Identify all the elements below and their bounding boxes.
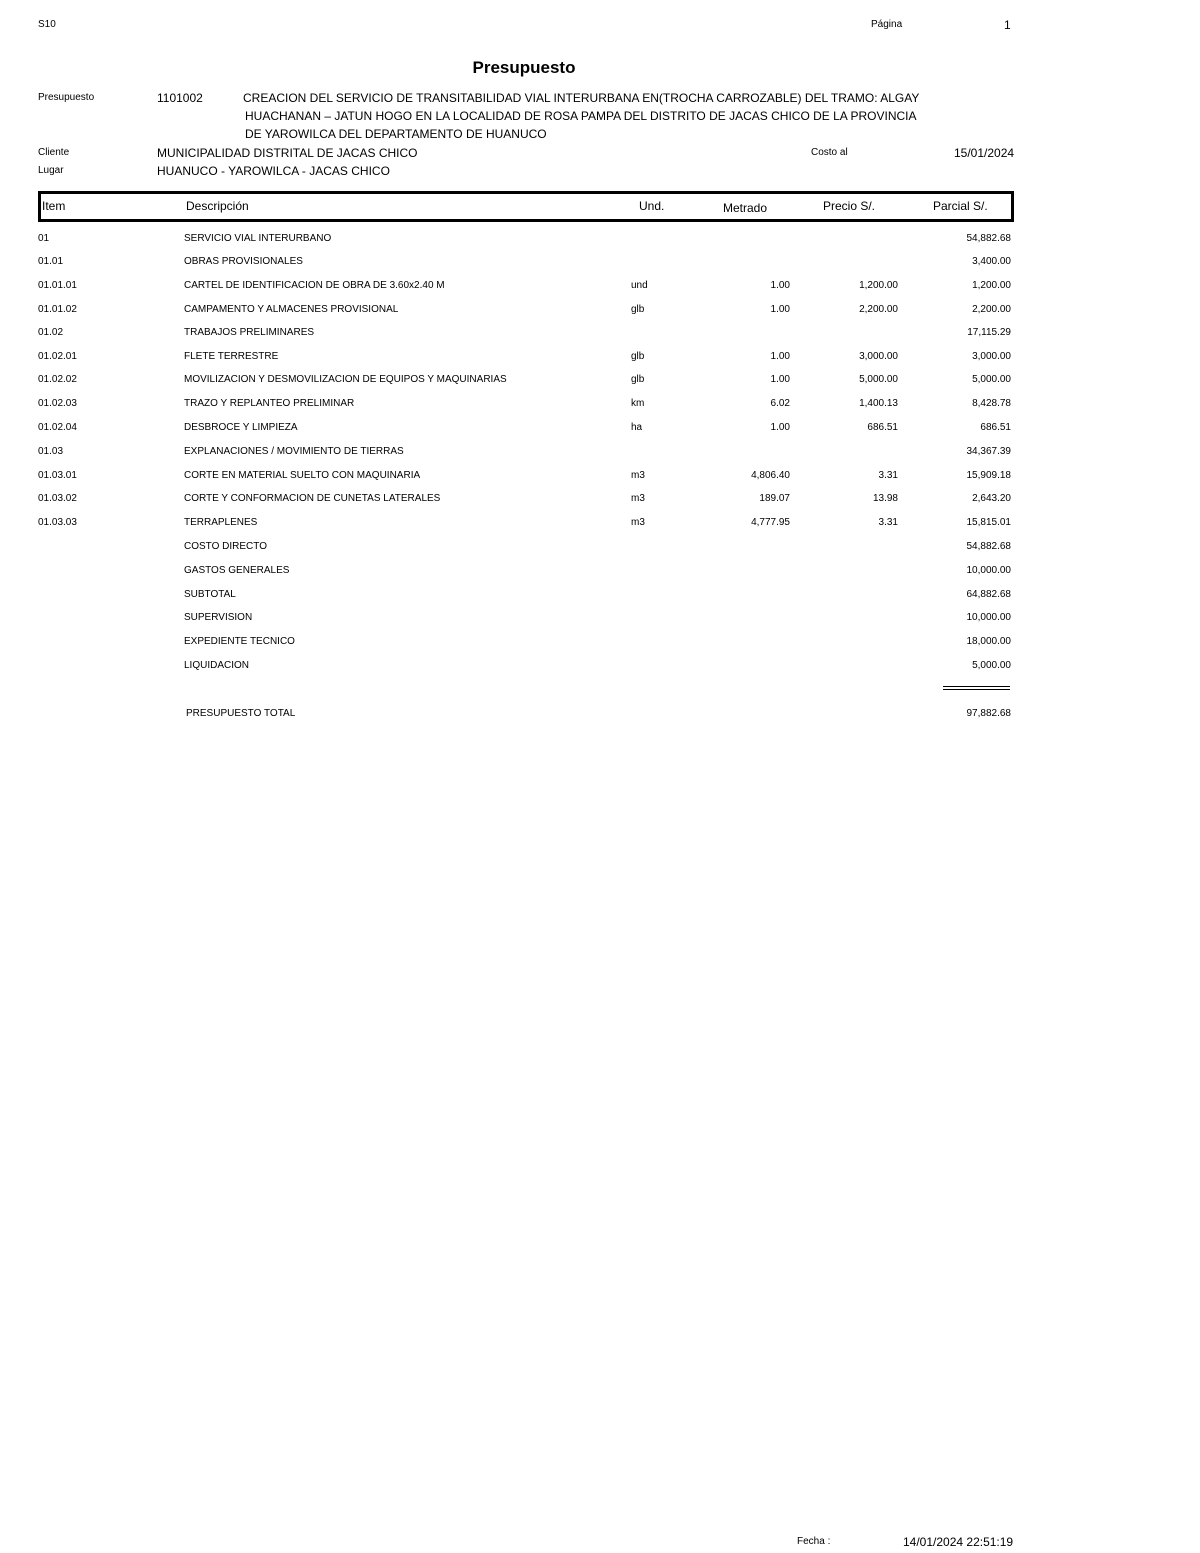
total-description: PRESUPUESTO TOTAL [186,708,296,719]
row-precio: 2,200.00 [859,304,898,315]
summary-row [0,589,1200,603]
row-parcial: 1,200.00 [972,280,1011,291]
summary-description: GASTOS GENERALES [184,565,290,576]
cliente-label: Cliente [38,147,70,158]
summary-parcial: 5,000.00 [972,660,1011,671]
row-parcial: 8,428.78 [972,398,1011,409]
table-row [0,517,1200,531]
summary-row [0,660,1200,674]
row-item: 01.03 [38,446,64,457]
row-metrado: 1.00 [770,422,790,433]
presupuesto-desc-line-3: DE YAROWILCA DEL DEPARTAMENTO DE HUANUCO [245,127,547,141]
total-row [0,708,1200,722]
lugar-label: Lugar [38,165,64,176]
summary-row [0,565,1200,579]
summary-description: LIQUIDACION [184,660,250,671]
summary-row [0,636,1200,650]
row-precio: 1,400.13 [859,398,898,409]
table-row [0,233,1200,247]
row-unit: km [631,398,645,409]
row-item: 01.01.01 [38,280,77,291]
row-precio: 13.98 [872,493,898,504]
presupuesto-desc-line-2: HUACHANAN – JATUN HOGO EN LA LOCALIDAD DE ROSA PAMPA DEL DISTRITO DE JACAS CHICO DE LA PROVINCIA [245,109,917,123]
row-parcial: 2,200.00 [972,304,1011,315]
summary-parcial: 54,882.68 [966,541,1011,552]
table-row [0,374,1200,388]
row-description: FLETE TERRESTRE [184,351,279,362]
row-parcial: 15,815.01 [966,517,1011,528]
row-unit: glb [631,304,645,315]
total-parcial: 97,882.68 [966,708,1011,719]
row-description: MOVILIZACION Y DESMOVILIZACION DE EQUIPOS Y MAQUINARIAS [184,374,507,385]
row-item: 01.03.01 [38,470,77,481]
row-item: 01.03.03 [38,517,77,528]
row-item: 01.02.04 [38,422,77,433]
fecha-value: 14/01/2024 22:51:19 [903,1535,1014,1549]
row-item: 01.02 [38,327,64,338]
row-precio: 1,200.00 [859,280,898,291]
row-parcial: 5,000.00 [972,374,1011,385]
summary-description: SUBTOTAL [184,589,236,600]
row-metrado: 4,777.95 [751,517,790,528]
row-parcial: 2,643.20 [972,493,1011,504]
presupuesto-label: Presupuesto [38,92,95,103]
row-unit: ha [631,422,643,433]
row-item: 01.02.03 [38,398,77,409]
row-item: 01.01.02 [38,304,77,315]
row-item: 01.02.01 [38,351,77,362]
row-unit: m3 [631,493,645,504]
row-metrado: 1.00 [770,304,790,315]
table-row [0,351,1200,365]
table-row [0,280,1200,294]
summary-description: COSTO DIRECTO [184,541,267,552]
row-precio: 686.51 [867,422,898,433]
table-row [0,493,1200,507]
summary-parcial: 64,882.68 [966,589,1011,600]
presupuesto-code: 1101002 [157,91,203,105]
row-metrado: 1.00 [770,280,790,291]
column-header-precio: Precio S/. [823,199,876,213]
summary-parcial: 18,000.00 [966,636,1011,647]
cliente-value: MUNICIPALIDAD DISTRITAL DE JACAS CHICO [157,146,418,160]
row-precio: 3,000.00 [859,351,898,362]
row-description: CAMPAMENTO Y ALMACENES PROVISIONAL [184,304,399,315]
row-parcial: 686.51 [980,422,1011,433]
page-title: Presupuesto [472,58,576,77]
summary-row [0,612,1200,626]
summary-parcial: 10,000.00 [966,612,1011,623]
row-metrado: 4,806.40 [751,470,790,481]
row-precio: 3.31 [878,470,898,481]
lugar-value: HUANUCO - YAROWILCA - JACAS CHICO [157,164,390,178]
row-description: DESBROCE Y LIMPIEZA [184,422,298,433]
page-number: 1 [1004,18,1011,32]
column-header-parcial: Parcial S/. [933,199,988,213]
row-unit: m3 [631,517,645,528]
row-metrado: 1.00 [770,351,790,362]
row-unit: glb [631,374,645,385]
column-header-description: Descripción [186,199,249,213]
table-row [0,446,1200,460]
row-precio: 5,000.00 [859,374,898,385]
row-description: EXPLANACIONES / MOVIMIENTO DE TIERRAS [184,446,404,457]
row-description: TRAZO Y REPLANTEO PRELIMINAR [184,398,355,409]
table-row [0,327,1200,341]
costo-label: Costo al [811,147,848,158]
row-parcial: 17,115.29 [967,327,1011,338]
row-description: SERVICIO VIAL INTERURBANO [184,233,332,244]
row-unit: und [631,280,648,291]
column-header-item: Item [42,199,66,213]
summary-description: EXPEDIENTE TECNICO [184,636,295,647]
row-description: TRABAJOS PRELIMINARES [184,327,315,338]
column-header-metrado: Metrado [723,201,768,215]
row-description: CORTE Y CONFORMACION DE CUNETAS LATERALES [184,493,441,504]
summary-row [0,541,1200,555]
table-row [0,398,1200,412]
summary-parcial: 10,000.00 [966,565,1011,576]
table-row [0,470,1200,484]
row-item: 01.01 [38,256,64,267]
row-item: 01.02.02 [38,374,77,385]
row-description: TERRAPLENES [184,517,258,528]
row-metrado: 1.00 [770,374,790,385]
presupuesto-desc-line-1: CREACION DEL SERVICIO DE TRANSITABILIDAD VIAL INTERURBANA EN(TROCHA CARROZABLE) DEL TRAMO: ALGAY [243,91,920,105]
row-unit: glb [631,351,645,362]
summary-description: SUPERVISION [184,612,253,623]
row-description: CORTE EN MATERIAL SUELTO CON MAQUINARIA [184,470,421,481]
row-parcial: 15,909.18 [966,470,1011,481]
system-label: S10 [38,19,56,30]
row-unit: m3 [631,470,645,481]
row-metrado: 6.02 [770,398,790,409]
table-row [0,422,1200,436]
row-parcial: 34,367.39 [966,446,1011,457]
table-row [0,256,1200,270]
row-item: 01.03.02 [38,493,77,504]
row-precio: 3.31 [878,517,898,528]
row-description: OBRAS PROVISIONALES [184,256,303,267]
total-underline-top [943,686,1010,687]
row-parcial: 3,400.00 [972,256,1011,267]
row-item: 01 [38,233,50,244]
costo-value: 15/01/2024 [954,146,1015,160]
table-row [0,304,1200,318]
column-header-unit: Und. [639,199,665,213]
row-parcial: 3,000.00 [972,351,1011,362]
row-description: CARTEL DE IDENTIFICACION DE OBRA DE 3.60x2.40 M [184,280,445,291]
row-metrado: 189.07 [759,493,790,504]
fecha-label: Fecha : [797,1536,831,1547]
page-label: Página [871,19,903,30]
total-underline-bottom [943,689,1010,690]
row-parcial: 54,882.68 [966,233,1011,244]
